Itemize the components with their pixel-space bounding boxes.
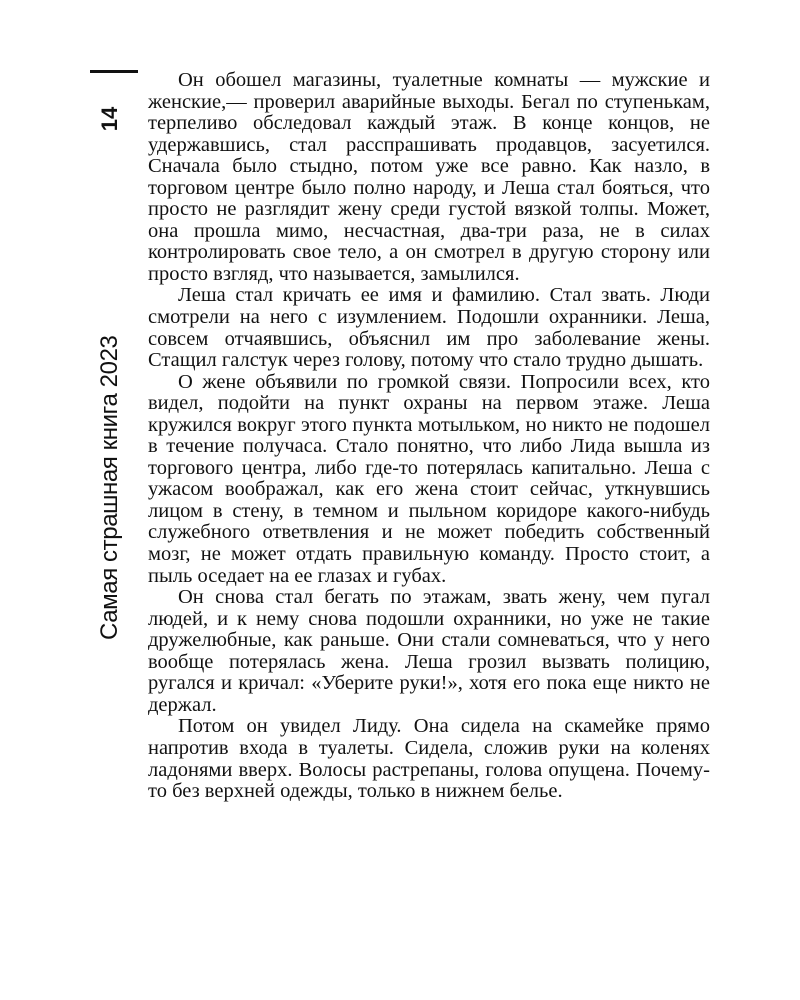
body-text [148,70,710,803]
paragraph: Леша стал кричать ее имя и фамилию. Стал звать. Люди смотрели на него с изумлением. Подошли охранники. Леша, совсем отчаявшись, объяснил им про заболевание жены. Стащил галстук через голову, потому что стало трудно дышать. [148,284,710,372]
paragraph: Потом он увидел Лиду. Она сидела на скамейке прямо напротив входа в туалеты. Сидела, сложив руки на коленях ладонями вверх. Волосы растрепаны, голова опущена. Почему-то без верхней одежды, только в нижнем белье. [148,715,710,803]
paragraph: Он обошел магазины, туалетные комнаты — мужские и женские,— проверил аварийные выходы. Бегал по ступенькам, терпеливо обследовал каждый этаж. В конце концов, не удержавшись, стал расспрашивать продавцов, засуетился. Сначала было стыдно, потом уже все равно. Как назло, в торговом центре было полно народу, и Леша стал бояться, что просто не разглядит жену среди густой вязкой толпы. Может, она прошла мимо, несчастная, два-три раза, не в силах контролировать свое тело, а он смотрел в другую сторону или просто взгляд, что называется, замылился. [148,69,710,285]
page-number: 14 [97,106,122,132]
running-title: Самая страшная книга 2023 [96,335,123,640]
paragraph: О жене объявили по громкой связи. Попросили всех, кто видел, подойти на пункт охраны на первом этаже. Леша кружился вокруг этого пункта мотыльком, но никто не подошел в течение получаса. Стало понятно, что либо Лида вышла из торгового центра, либо где-то потерялась капитально. Леша с ужасом воображал, как его жена стоит сейчас, уткнувшись лицом в стену, в темном и пыльном коридоре какого-нибудь служебного ответвления и не может победить собственный мозг, не может отдать правильную команду. Просто стоит, а пыль оседает на ее глазах и губах. [148,370,710,587]
header-rule [90,70,138,73]
side-header [80,100,140,660]
paragraph: Он снова стал бегать по этажам, звать жену, чем пугал людей, и к нему снова подошли охранники, но уже не такие дружелюбные, как раньше. Они стали сомневаться, что у него вообще потерялась жена. Леша грозил вызвать полицию, ругался и кричал: «Уберите руки!», хотя его пока еще никто не держал. [148,586,710,716]
